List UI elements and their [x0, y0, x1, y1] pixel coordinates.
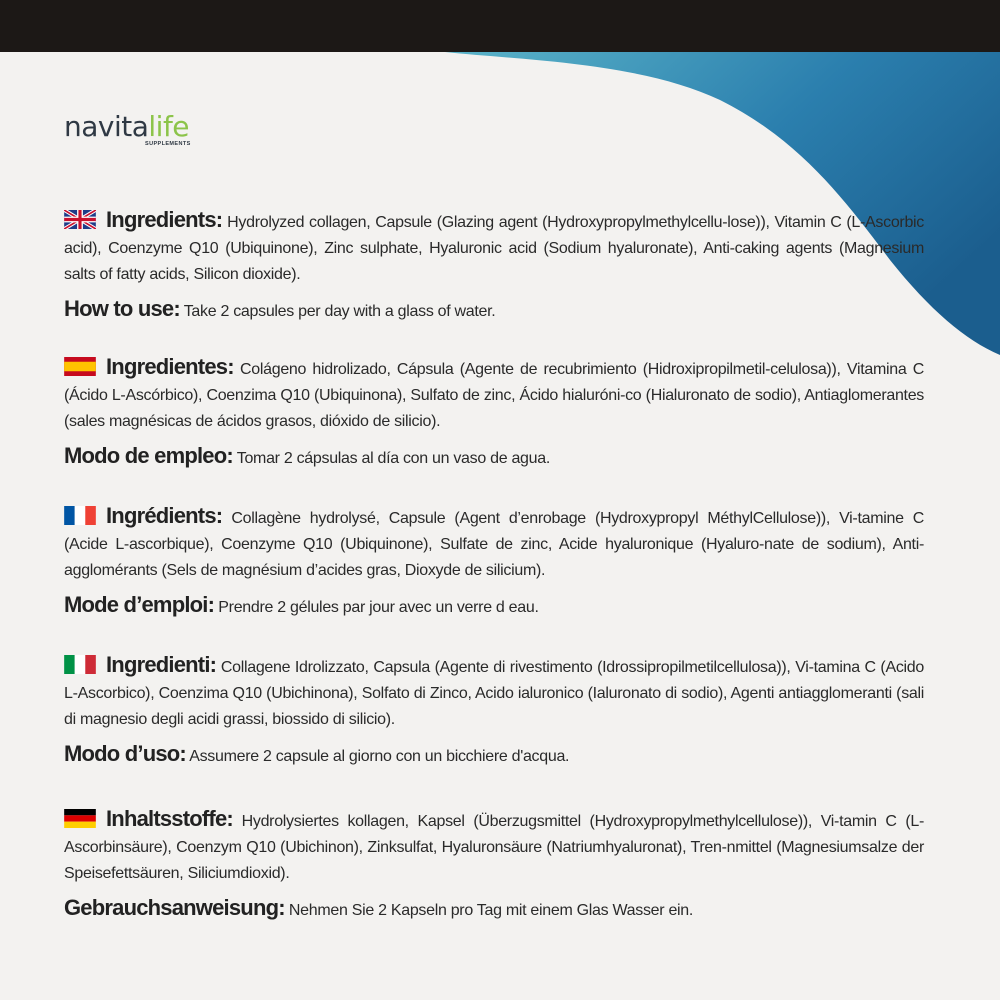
ingredients-paragraph	[64, 207, 924, 288]
italy-flag-icon	[64, 655, 96, 674]
logo-wordmark-life: life	[148, 110, 190, 143]
usage-text: Prendre 2 gélules par jour avec un verre d eau.	[218, 599, 539, 616]
ingredients-paragraph	[64, 503, 924, 584]
ingredients-heading: Ingredientes:	[106, 354, 234, 379]
ingredients-heading: Ingredienti:	[106, 652, 217, 677]
ingredients-paragraph	[64, 354, 924, 435]
section-english	[64, 207, 924, 327]
usage-heading: How to use:	[64, 296, 180, 321]
uk-flag-icon	[64, 210, 96, 229]
france-flag-icon	[64, 506, 96, 525]
section-italian	[64, 652, 924, 772]
brand-logo	[64, 111, 189, 161]
usage-heading: Mode d’emploi:	[64, 592, 215, 617]
usage-line	[64, 441, 924, 474]
ingredients-text: Hydrolyzed collagen, Capsule (Glazing agent (Hydroxypropylmethylcellu-lose)), Vitamin C (L-Ascorbic acid), Coenzyme Q10 (Ubiquinone), Zinc sulphate, Hyaluronic acid (Sodium hyaluronate), Anti-caking agents (Magnesium salts of fatty acids, Silicon dioxide).	[64, 214, 924, 283]
usage-text: Nehmen Sie 2 Kapseln pro Tag mit einem Glas Wasser ein.	[288, 902, 694, 919]
usage-heading: Modo d’uso:	[64, 741, 186, 766]
usage-line	[64, 893, 924, 926]
usage-line	[64, 294, 924, 327]
usage-text: Take 2 capsules per day with a glass of water.	[183, 303, 496, 320]
usage-heading: Modo de empleo:	[64, 443, 233, 468]
usage-text: Tomar 2 cápsulas al día con un vaso de agua.	[236, 450, 550, 467]
logo-tagline: SUPPLEMENTS	[145, 141, 191, 147]
germany-flag-icon	[64, 809, 96, 828]
ingredients-heading: Ingredients:	[106, 207, 223, 232]
ingredients-text: Collagene Idrolizzato, Capsula (Agente di rivestimento (Idrossipropilmetilcellulosa)), Vi-tamina C (Acido L-Ascorbico), Coenzima Q10 (Ubichinona), Solfato di Zinco, Acido ialuronico (Ialuronato di sodio), Agenti antiagglomeranti (sali di magnesio degli acidi grassi, biossido di silicio).	[64, 659, 924, 728]
ingredients-text: Colágeno hidrolizado, Cápsula (Agente de recubrimiento (Hidroxipropilmetil-celulosa)), Vitamina C (Ácido L-Ascórbico), Coenzima Q10 (Ubiquinona), Sulfato de zinc, Ácido hialuróni-co (Hialuronato de sodio), Antiaglomerantes (sales magnésicas de ácidos grasos, dióxido de silicio).	[64, 361, 924, 430]
usage-line	[64, 739, 924, 772]
ingredients-text: Hydrolysiertes kollagen, Kapsel (Überzugsmittel (Hydroxypropylmethylcellulose)), Vi-tamin C (L-Ascorbinsäure), Coenzym Q10 (Ubichinon), Zinksulfat, Hyaluronsäure (Natriumhyaluronat), Tren-nmittel (Magnesiumsalze der Speisefettsäuren, Siliciumdioxid).	[64, 813, 924, 882]
usage-line	[64, 590, 924, 623]
usage-text: Assumere 2 capsule al giorno con un bicchiere d'acqua.	[189, 748, 570, 765]
section-spanish	[64, 354, 924, 474]
usage-heading: Gebrauchsanweisung:	[64, 895, 285, 920]
spain-flag-icon	[64, 357, 96, 376]
ingredients-text: Collagène hydrolysé, Capsule (Agent d’enrobage (Hydroxypropyl MéthylCellulose)), Vi-tamine C (Acide L-ascorbique), Coenzyme Q10 (Ubiquinone), Sulfate de zinc, Acide hyaluronique (Hyaluro-nate de sodium), Anti-agglomérants (Sels de magnésium d’acides gras, Dioxyde de silicium).	[64, 510, 924, 579]
logo-wordmark-navita: navita	[64, 110, 149, 143]
ingredients-paragraph	[64, 806, 924, 887]
section-french	[64, 503, 924, 623]
ingredients-heading: Inhaltsstoffe:	[106, 806, 233, 831]
section-german	[64, 806, 924, 926]
ingredients-heading: Ingrédients:	[106, 503, 223, 528]
ingredients-paragraph	[64, 652, 924, 733]
